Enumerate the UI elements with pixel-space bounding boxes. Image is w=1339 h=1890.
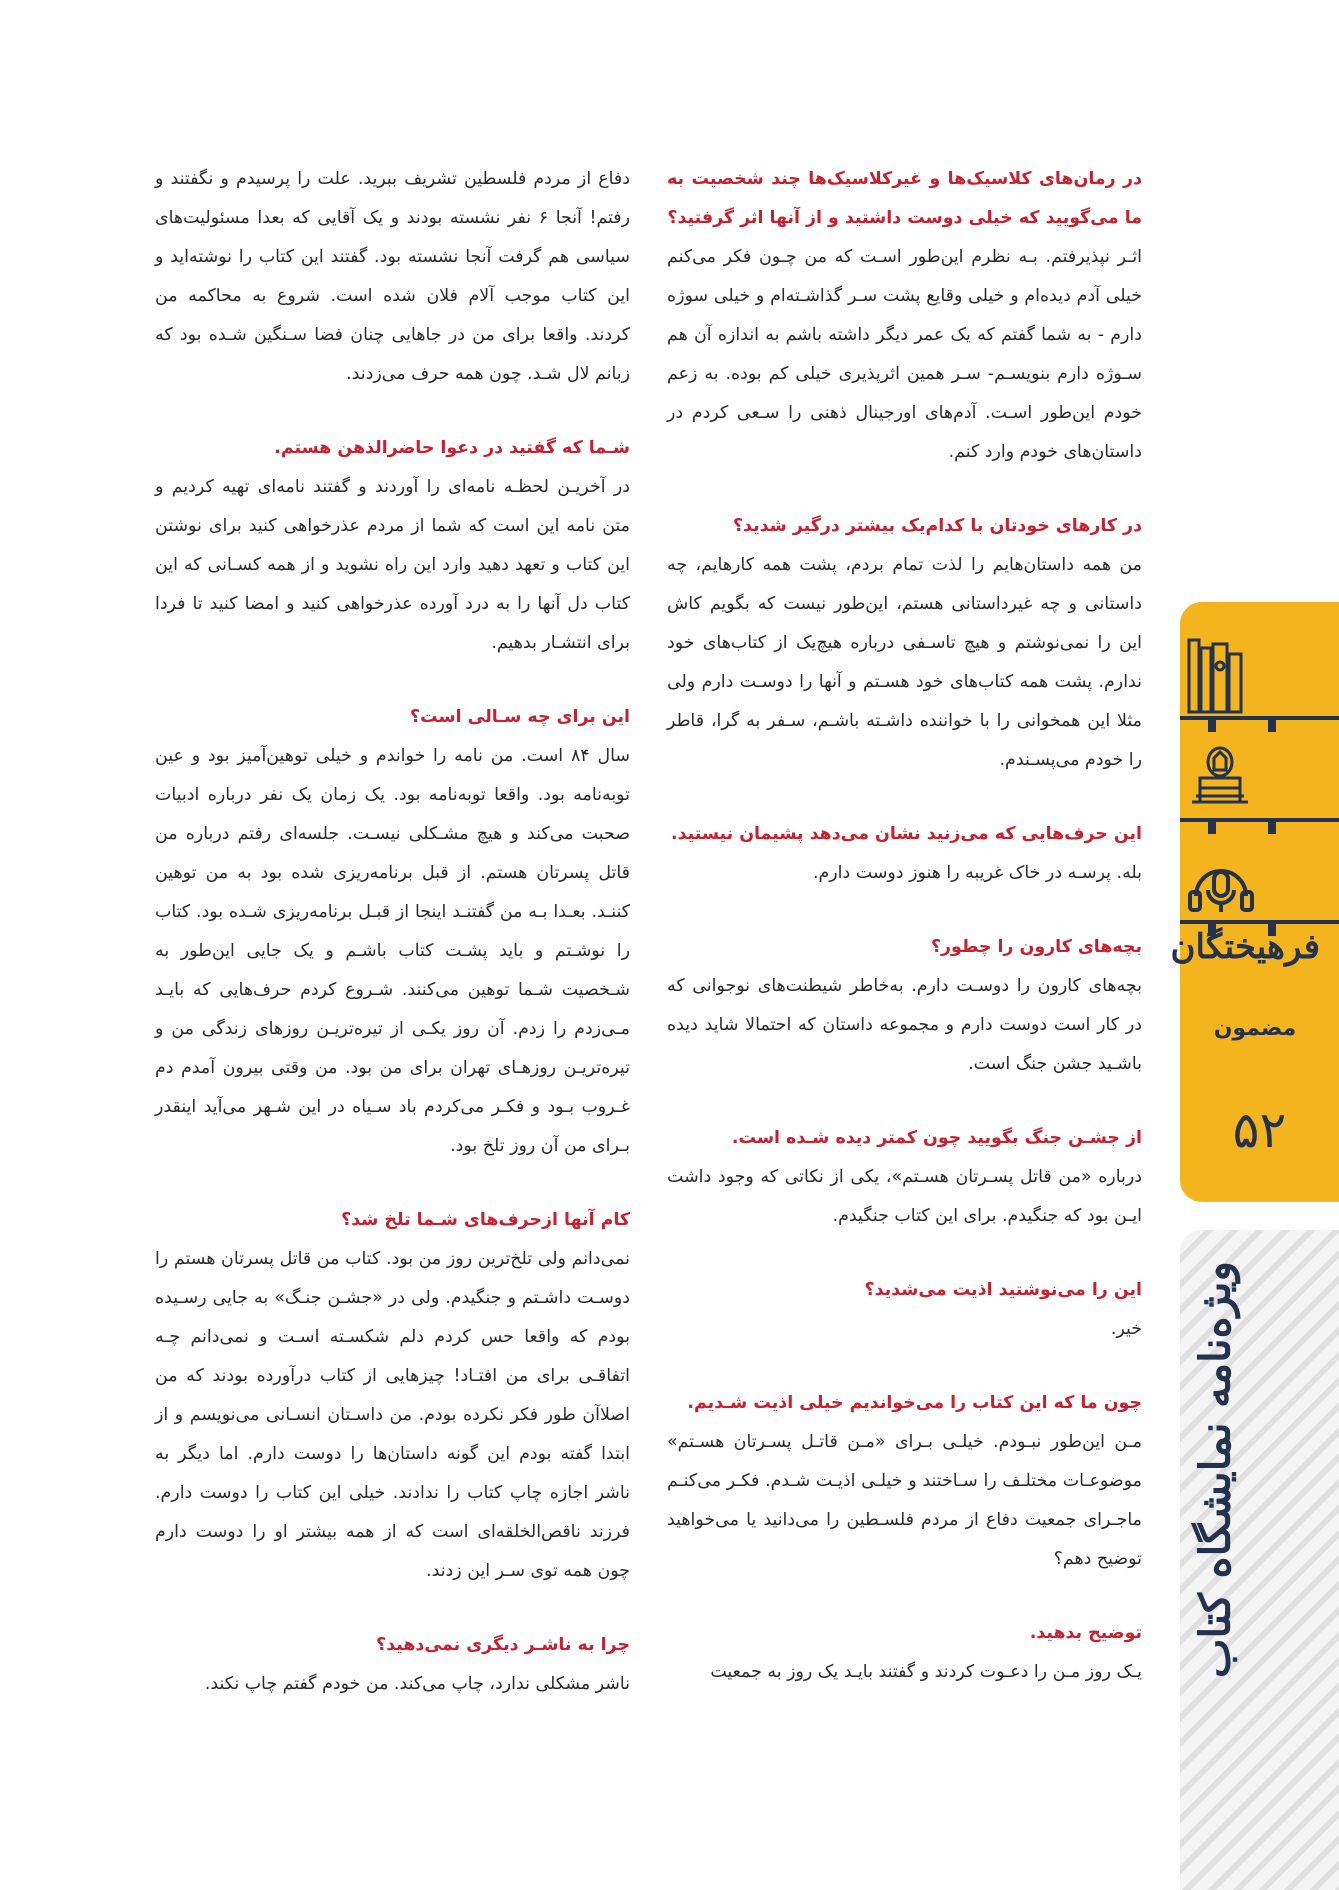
answer: یـک روز مـن را دعـوت کردند و گفتند بایـد یک روز به جمعیت bbox=[710, 1662, 1142, 1682]
answer: درباره «من قاتل پسـرتان هسـتم»، یکی از نکاتی که وجود داشت ایـن بود که جنگیدم. برای این کتاب جنگیدم. bbox=[667, 1167, 1142, 1226]
qa-block bbox=[155, 698, 630, 1166]
qa-block bbox=[667, 1271, 1142, 1349]
headphones-microphone-icon bbox=[1186, 858, 1256, 918]
qa-block bbox=[667, 815, 1142, 893]
qa-block bbox=[667, 1614, 1142, 1692]
qa-block bbox=[155, 429, 630, 663]
answer: در آخریـن لحظـه نامه‌ای را آوردند و گفتند نامه‌ای تهیه کردیم و متن نامه این است که شما از مردم عذرخواهی کنید برای نوشتن این کتاب و تعهد دهید وارد این راه نشوید و از همه کسـانی که این کتاب دل آنها را به درد آورده عذرخواهی کنید و امضا کنید تا فردا برای انتشـار بدهیم. bbox=[155, 477, 630, 653]
qa-block bbox=[667, 928, 1142, 1084]
question: چون ما که این کتاب را می‌خواندیم خیلی اذیت شـدیم. bbox=[687, 1393, 1142, 1413]
answer: سال ۸۴ است. من نامه را خواندم و خیلی توهین‌آمیز بود و عین توبه‌نامه بود. واقعا توبه‌نامه بود. یک زمان یک نفر درباره ادبیات صحبت می‌کند و هیچ مشـکلی نیسـت. جلسه‌ای رفتم درباره من قاتل پسرتان هستم. از قبل برنامه‌ریزی شده بود به من توهین کننـد. بعـدا بـه من گفتنـد اینجا از قبـل برنامه‌ریزی شـده بود. کتاب را نوشـتم و باید پشـت کتاب باشـم و یک جایی این‌طور به شـخصیت شـما توهین می‌کنند. شـروع کردم حرف‌هایی که بایـد مـی‌زدم را زدم. آن روز یکـی از تیره‌تریـن روزهای زندگی من و تیره‌تریـن روزهـای تهران برای من بود. من وقتی بیرون آمدم دم غـروب بـود و فکـر می‌کردم باد سـیاه در این شـهر می‌آید اینقدر بـرای من آن روز تلخ بود. bbox=[155, 746, 630, 1156]
question: شـما که گفتید در دعوا حاضرالذهن هستم. bbox=[274, 438, 630, 458]
answer: دفاع از مردم فلسطین تشریف ببرید. علت را پرسیدم و نگفتند و رفتم! آنجا ۶ نفر نشسته بودند و یک آقایی که بعدا مسئولیت‌های سیاسی هم گرفت آنجا نشسته بود. گفتند این کتاب را نوشته‌اید و این کتاب موجب آلام فلان شده است. شروع به محاکمه من کردند. واقعا برای من در جاهایی چنان فضا سـنگین شـده بود که زبانم لال شـد. چون همه حرف می‌زدند. bbox=[155, 169, 630, 384]
shelf-line bbox=[1180, 818, 1339, 822]
question: توضیح بدهید. bbox=[1029, 1623, 1142, 1643]
article-column-right bbox=[667, 160, 1142, 1727]
shelf-line bbox=[1180, 920, 1339, 924]
qa-block bbox=[667, 1384, 1142, 1579]
answer: بچه‌های کارون را دوسـت دارم. به‌خاطر شیطنت‌های نوجوانی که در کار است دوست دارم و مجموعه داستان که احتمالا شاید دیده باشـید جشن جنگ است. bbox=[667, 976, 1142, 1074]
question: بچه‌های کارون را چطور؟ bbox=[930, 937, 1142, 957]
shelf-peg bbox=[1268, 720, 1276, 732]
question: کام آنها ازحرف‌های شـما تلخ شد؟ bbox=[341, 1210, 630, 1230]
answer: ناشر مشکلی ندارد، چاپ می‌کند. من خودم گفتم چاپ نکند. bbox=[204, 1674, 630, 1694]
answer: مـن این‌طور نبـودم. خیلـی بـرای «مـن قاتـل پسـرتان هسـتم» موضوعـات مختلـف را سـاختند و خیلـی اذیـت شـدم. فکـر می‌کنـم ماجـرای جمعیت دفاع از مردم فلسـطین را می‌دانید یا می‌خواهید توضیح دهم؟ bbox=[667, 1432, 1142, 1569]
section-label: مضمون bbox=[1213, 1016, 1297, 1041]
question: در رمان‌های کلاسیک‌ها و غیرکلاسیک‌ها چند شخصیت به ما می‌گویید که خیلی دوست داشتید و از آنها اثر گرفتید؟ bbox=[667, 169, 1142, 228]
question: این برای چه سـالی است؟ bbox=[410, 707, 630, 727]
bookshelf-icon bbox=[1183, 636, 1247, 716]
shelf-peg bbox=[1208, 720, 1216, 732]
qa-block bbox=[667, 507, 1142, 780]
book-holder-icon bbox=[1188, 744, 1252, 818]
shelf-line bbox=[1180, 716, 1339, 720]
qa-block bbox=[667, 160, 1142, 472]
qa-block bbox=[155, 1626, 630, 1704]
shelf-peg bbox=[1208, 822, 1216, 834]
answer: خیر. bbox=[1110, 1319, 1142, 1339]
qa-block bbox=[155, 160, 630, 394]
qa-block bbox=[667, 1119, 1142, 1236]
answer: نمی‌دانم ولی تلخ‌ترین روز من بود. کتاب من قاتل پسرتان هستم را دوسـت داشـتم و جنگیدم. ولی در «جشـن جنـگ» به جایی رسـیده بودم که واقعا حس کردم دلم شکسـته اسـت و نمی‌دانم چـه اتفاقـی برای من افتـاد! چیزهایی از کتاب درآورده بودند که من اصلاآن طور فکر نکرده بودم. من داسـتان انسـانی می‌نویسم و از ابتدا گفته بودم این گونه داستان‌ها را دوست دارم. اما دیگر به ناشر اجازه چاپ کتاب را ندادند. خیلی این کتاب را دوست دارم. فرزند ناقص‌الخلقه‌ای است که از همه بیشتر او را دوست دارم چون همه توی سـر این زدند. bbox=[155, 1249, 630, 1581]
shelf-peg bbox=[1268, 822, 1276, 834]
magazine-brand: فرهیختگان bbox=[1170, 927, 1320, 967]
question: در کارهای خودتان با کدام‌یک بیشتر درگیر شدید؟ bbox=[732, 516, 1142, 536]
answer: اثـر نپذیرفتم. بـه نظرم این‌طور اسـت که من چـون فکر می‌کنم خیلی آدم دیده‌ام و خیلی وقایع پشت سـر گذاشـته‌ام و خیلی سوژه دارم - به شما گفتم که یک عمر دیگر داشته باشم به اندازه آن هم سـوژه دارم بنویسـم- سـر همین اثرپذیری خیلی کم بوده. به زعم خودم این‌طور اسـت. آدم‌های اورجینال ذهنی را سـعی کردم در داستان‌های خودم وارد کنم. bbox=[667, 247, 1142, 462]
question: چرا به ناشـر دیگری نمی‌دهید؟ bbox=[376, 1635, 630, 1655]
question: این را می‌نوشتید اذیت می‌شدید؟ bbox=[864, 1280, 1142, 1300]
article-column-left bbox=[155, 160, 630, 1739]
qa-block bbox=[155, 1201, 630, 1591]
page-number: ۵۲ bbox=[1232, 1101, 1287, 1159]
special-issue-title: ویژه‌نامه نمایشگاه کتاب bbox=[1190, 1261, 1240, 1679]
answer: بله. پرسـه در خاک غریبه را هنوز دوست دارم. bbox=[812, 863, 1142, 883]
question: این حرف‌هایی که می‌زنید نشان می‌دهد پشیمان نیستید. bbox=[670, 824, 1142, 844]
answer: من همه داستان‌هایم را لذت تمام بردم، پشت همه کارهایم، چه داستانی و چه غیرداستانی هستم، این‌طور نیست که بگویم کاش این را نمی‌نوشتم و هیچ تاسـفی درباره هیچ‌یک از کتاب‌های خود ندارم. پشت همه کتاب‌های خود هسـتم و آنها را دوسـت دارم ولی مثلا این همخوانی را با خواننده داشـته باشـم، سـفر به گرا، قاطر را خودم می‌پسـندم. bbox=[667, 555, 1142, 770]
question: از جشـن جنگ بگویید چون کمتر دیده شـده است. bbox=[731, 1128, 1142, 1148]
